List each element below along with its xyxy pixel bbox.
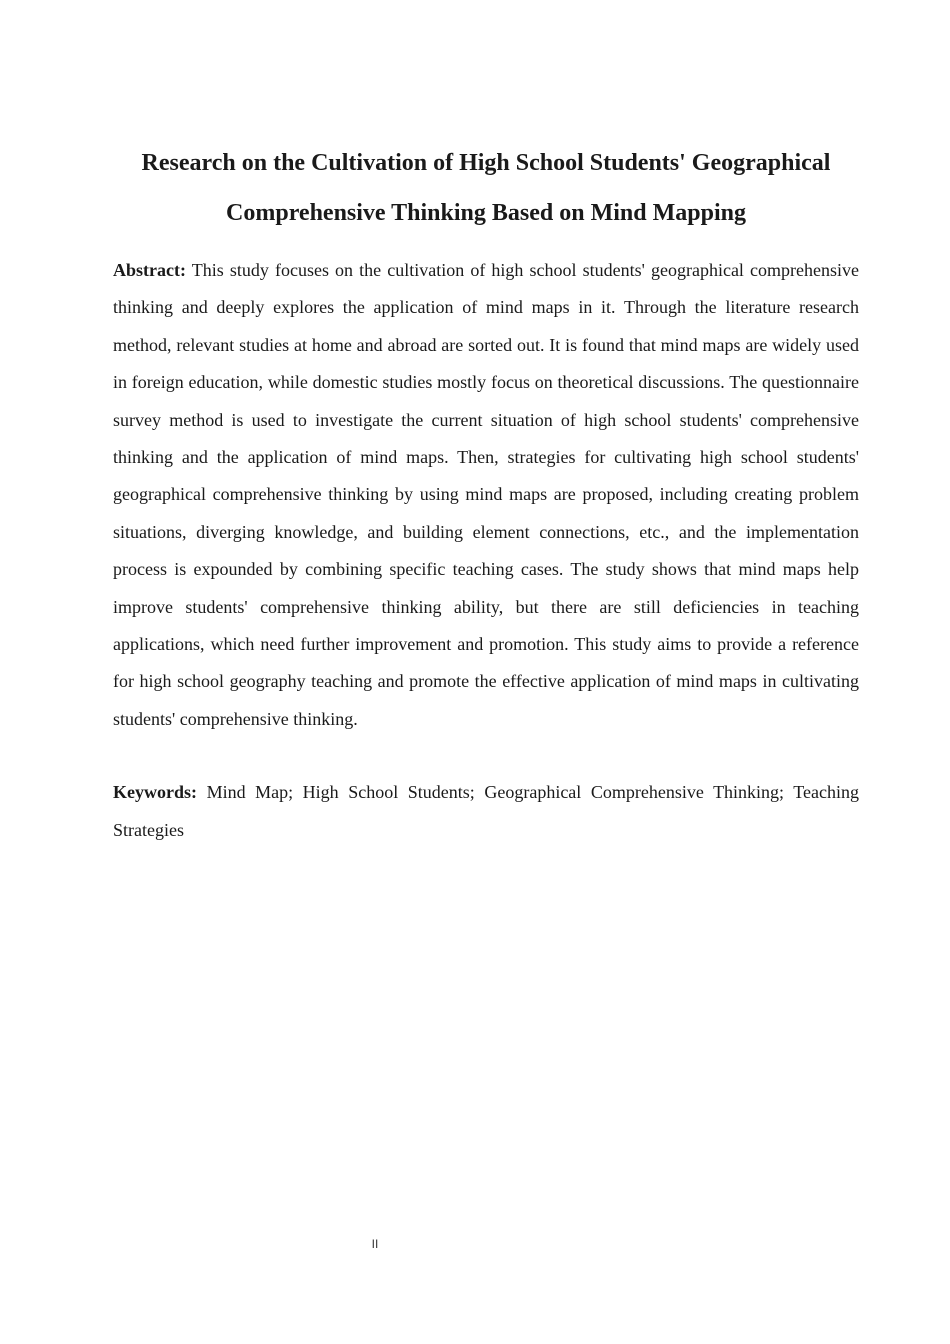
paper-title-line-2: Comprehensive Thinking Based on Mind Mapping <box>226 200 746 226</box>
abstract-paragraph <box>113 252 859 738</box>
paper-title-line-1: Research on the Cultivation of High School Students' Geographical <box>141 150 831 176</box>
paper-title <box>100 138 872 238</box>
keywords-text: Mind Map; High School Students; Geographical Comprehensive Thinking; Teaching Strategies <box>113 782 859 840</box>
abstract-text: This study focuses on the cultivation of high school students' geographical comprehensive thinking and deeply explores the application of mind maps in it. Through the literature research method, relevant studies at home and abroad are sorted out. It is found that mind maps are widely used in foreign education, while domestic studies mostly focus on theoretical discussions. The questionnaire survey method is used to investigate the current situation of high school students' comprehensive thinking and the application of mind maps. Then, strategies for cultivating high school students' geographical comprehensive thinking by using mind maps are proposed, including creating problem situations, diverging knowledge, and building element connections, etc., and the implementation process is expounded by combining specific teaching cases. The study shows that mind maps help improve students' comprehensive thinking ability, but there are still deficiencies in teaching applications, which need further improvement and promotion. This study aims to provide a reference for high school geography teaching and promote the effective application of mind maps in cultivating students' comprehensive thinking. <box>113 260 859 729</box>
page-number: II <box>371 1237 379 1251</box>
keywords-label: Keywords: <box>113 782 197 802</box>
keywords-paragraph <box>113 773 859 849</box>
abstract-label: Abstract: <box>113 260 186 280</box>
